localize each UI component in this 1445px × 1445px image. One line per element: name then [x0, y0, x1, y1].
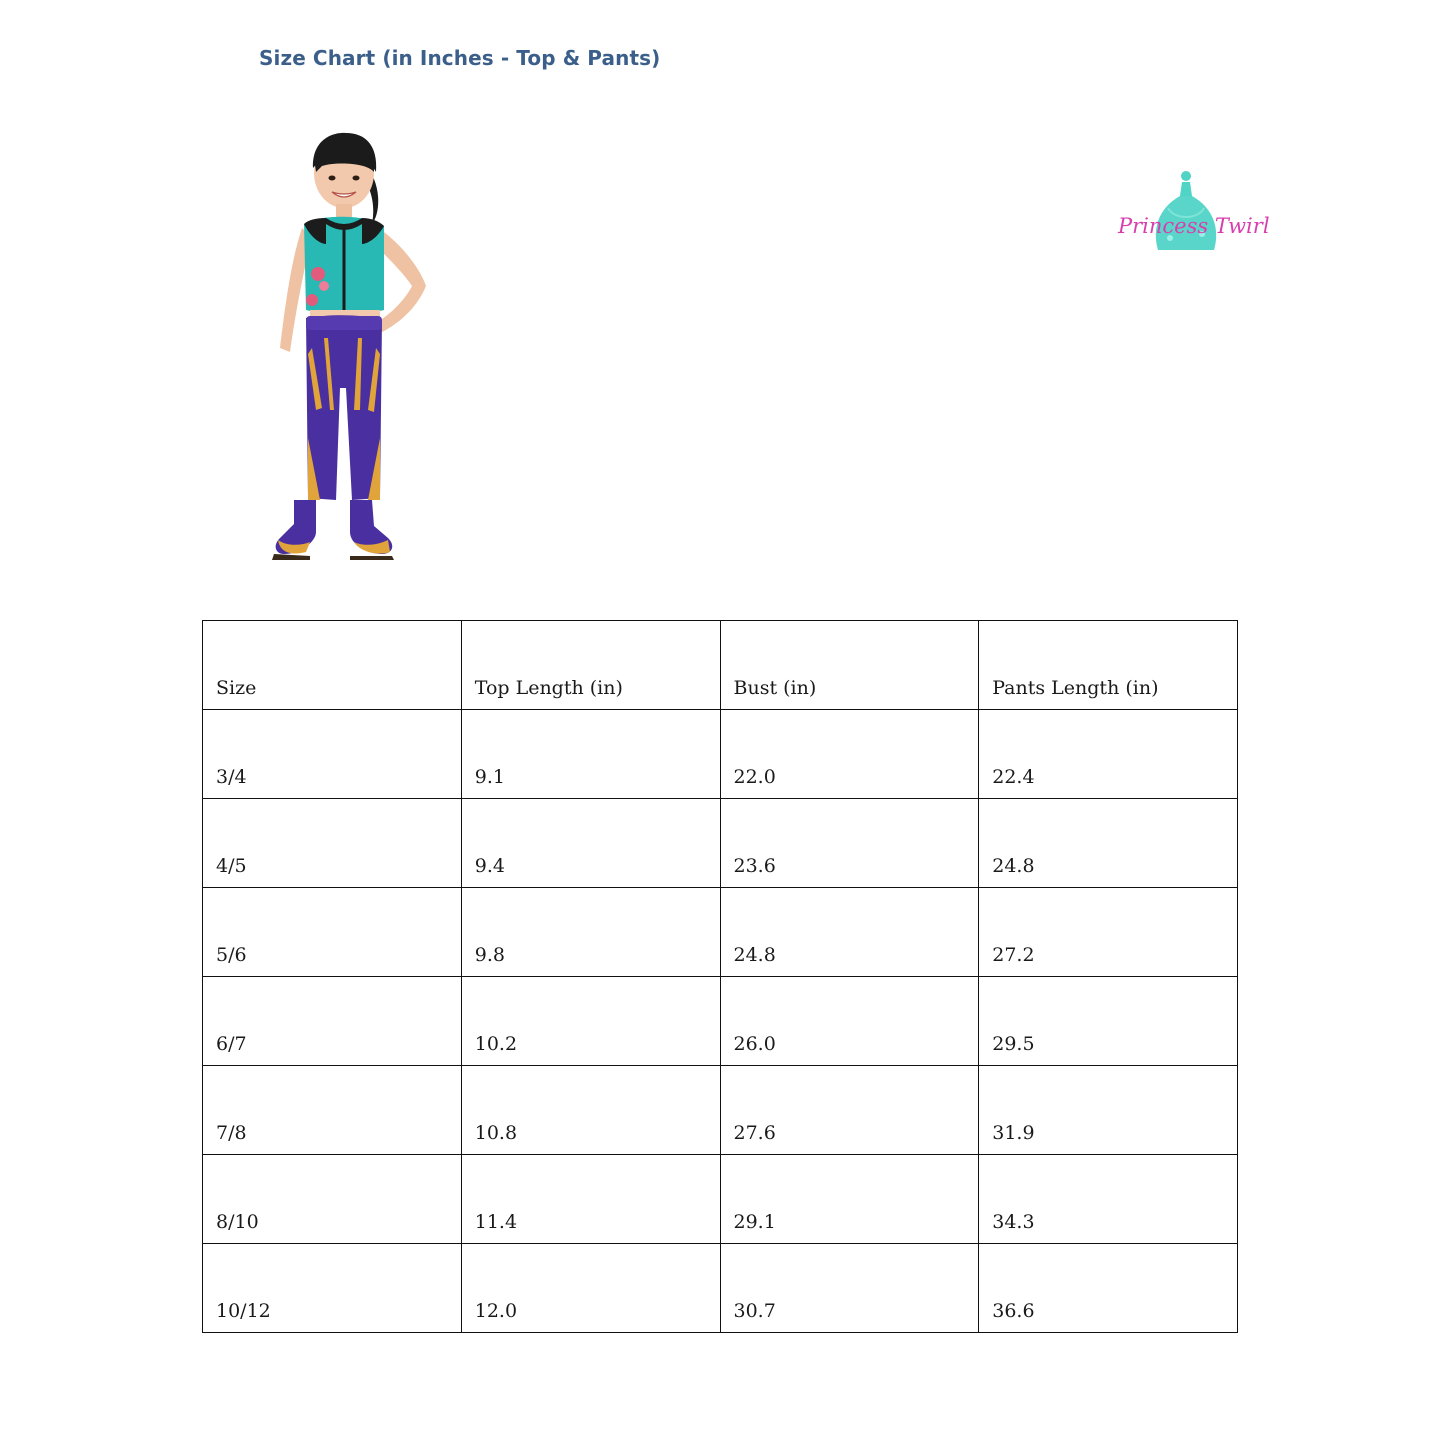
table-row — [203, 1244, 1238, 1333]
table-cell: 30.7 — [720, 1244, 979, 1333]
table-cell: 27.6 — [720, 1066, 979, 1155]
table-cell: 24.8 — [720, 888, 979, 977]
table-cell: 4/5 — [203, 799, 462, 888]
princess-silhouette-icon — [1118, 168, 1268, 258]
table-cell: 22.4 — [979, 710, 1238, 799]
table-cell: 11.4 — [461, 1155, 720, 1244]
table-cell: 31.9 — [979, 1066, 1238, 1155]
table-cell: 27.2 — [979, 888, 1238, 977]
table-cell: 3/4 — [203, 710, 462, 799]
table-cell: 29.5 — [979, 977, 1238, 1066]
table-header-cell: Bust (in) — [720, 621, 979, 710]
table-header-cell: Top Length (in) — [461, 621, 720, 710]
size-chart-table — [202, 620, 1238, 1333]
table-cell: 9.8 — [461, 888, 720, 977]
table-cell: 24.8 — [979, 799, 1238, 888]
brand-logo-text: Princess Twirl — [1118, 214, 1270, 238]
table-row — [203, 1155, 1238, 1244]
table-cell: 8/10 — [203, 1155, 462, 1244]
table-cell: 6/7 — [203, 977, 462, 1066]
table-cell: 10.8 — [461, 1066, 720, 1155]
table-cell: 34.3 — [979, 1155, 1238, 1244]
table-row — [203, 799, 1238, 888]
table-cell: 36.6 — [979, 1244, 1238, 1333]
table-cell: 7/8 — [203, 1066, 462, 1155]
child-costume-photo — [250, 128, 440, 573]
table-cell: 10/12 — [203, 1244, 462, 1333]
table-header-cell: Pants Length (in) — [979, 621, 1238, 710]
table-cell: 29.1 — [720, 1155, 979, 1244]
table-cell: 10.2 — [461, 977, 720, 1066]
brand-logo — [1118, 168, 1268, 258]
table-row — [203, 888, 1238, 977]
table-cell: 9.1 — [461, 710, 720, 799]
table-cell: 9.4 — [461, 799, 720, 888]
table-cell: 26.0 — [720, 977, 979, 1066]
table-row — [203, 1066, 1238, 1155]
table-cell: 12.0 — [461, 1244, 720, 1333]
table-header-cell: Size — [203, 621, 462, 710]
table-cell: 22.0 — [720, 710, 979, 799]
table-cell: 23.6 — [720, 799, 979, 888]
table-header-row — [203, 621, 1238, 710]
table-cell: 5/6 — [203, 888, 462, 977]
page-title: Size Chart (in Inches - Top & Pants) — [259, 46, 661, 70]
table-row — [203, 710, 1238, 799]
table-row — [203, 977, 1238, 1066]
